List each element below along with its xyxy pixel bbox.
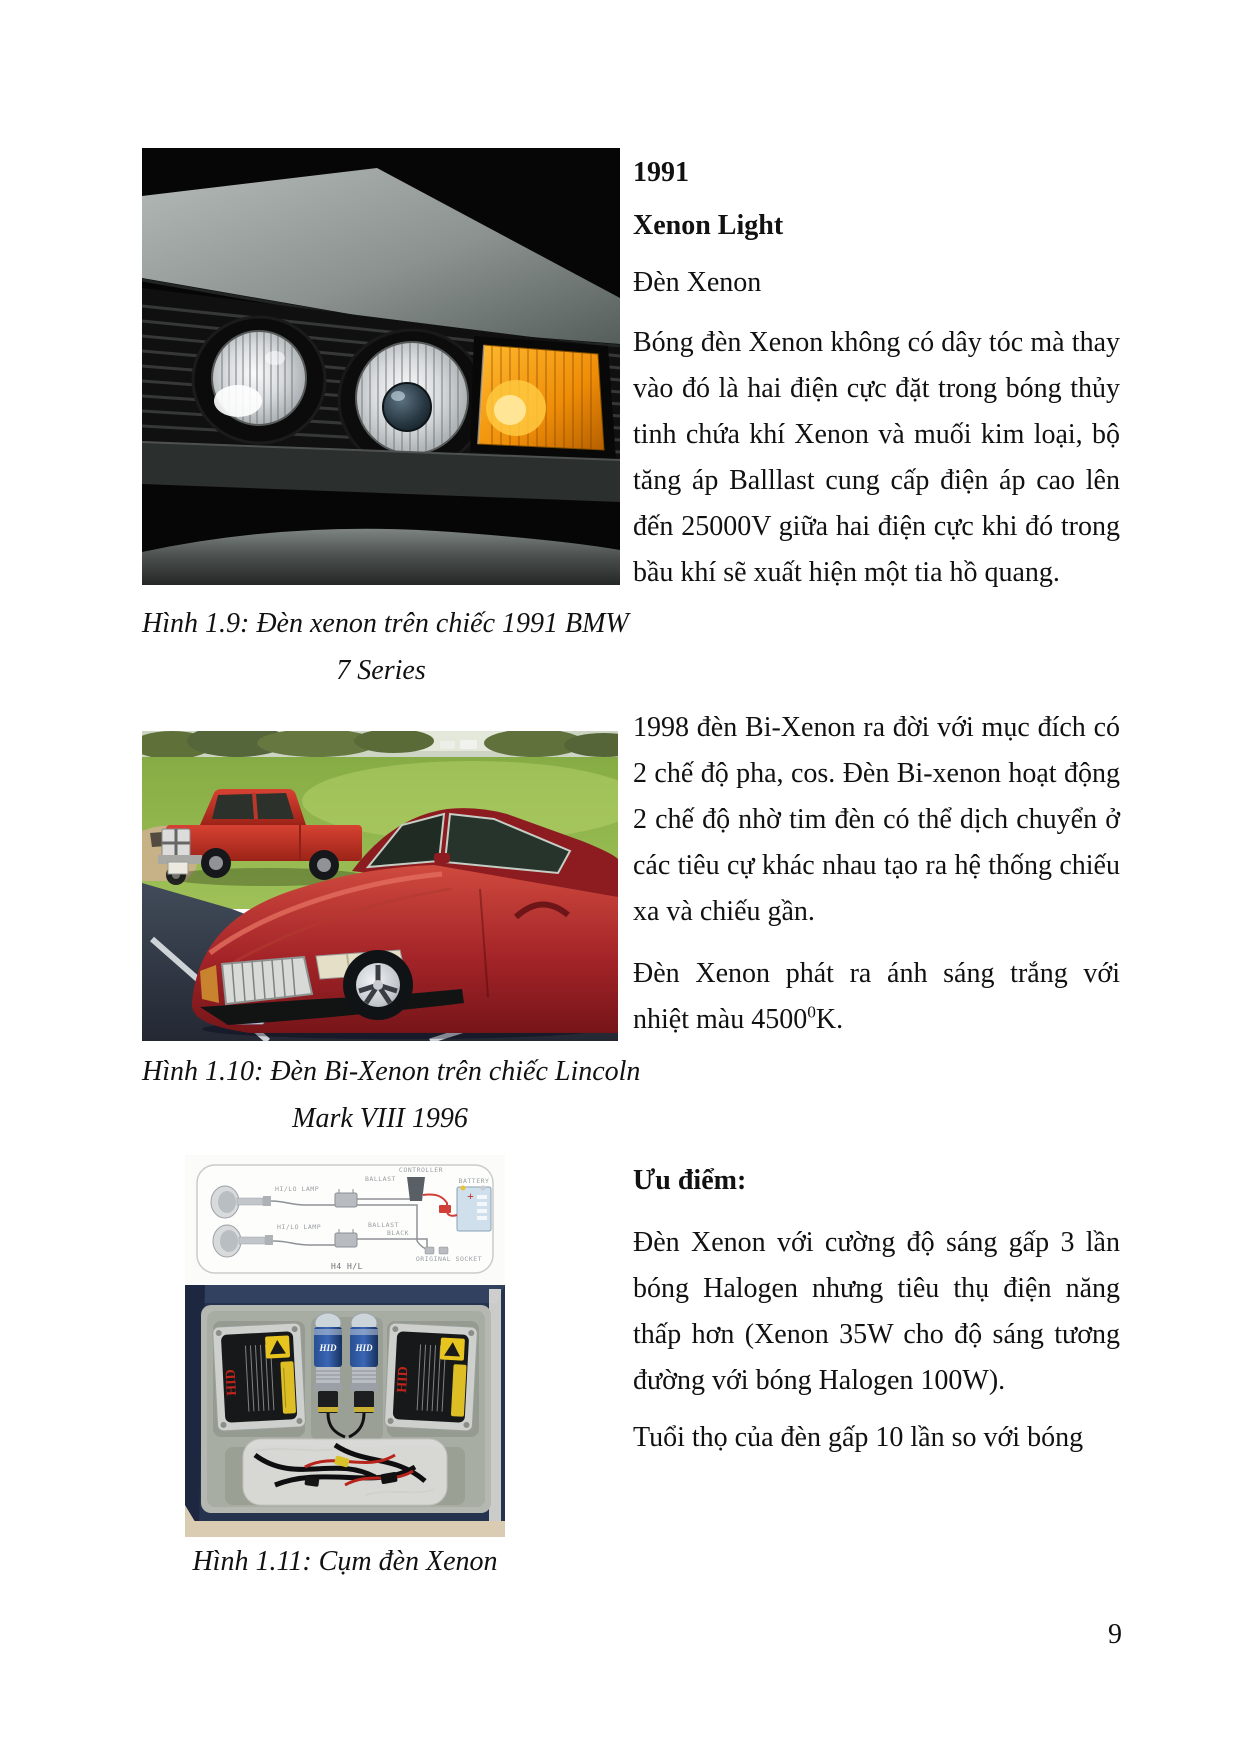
ballast-right-hid-label: HID: [395, 1365, 412, 1394]
controller-icon: [407, 1177, 425, 1201]
label-controller: CONTROLLER: [398, 1166, 444, 1174]
label-black: BLACK: [387, 1229, 410, 1237]
projector-lens: [383, 383, 431, 431]
wiring-diagram: [197, 1165, 493, 1273]
label-ballast-mid: BALLAST: [368, 1221, 399, 1229]
figure-1-11-caption-line: Hình 1.11: Cụm đèn Xenon: [192, 1546, 498, 1577]
color-temp-superscript: 0: [807, 1002, 816, 1022]
lincoln-front-wheel: [343, 950, 413, 1020]
figure-1-11-image: [185, 1155, 505, 1537]
turn-signal: [470, 336, 616, 460]
kit-box: [185, 1285, 505, 1537]
wire-bag: [243, 1439, 447, 1505]
label-h4: H4 H/L: [331, 1262, 363, 1271]
figure-1-9-caption-line2: 7 Series: [336, 655, 426, 686]
label-ballast-top: BALLAST: [365, 1175, 396, 1183]
hid-kit-photo: [185, 1155, 505, 1537]
lincoln-photo: [142, 731, 618, 1041]
battery-plus-label: +: [467, 1189, 474, 1203]
ballast-left: [212, 1323, 305, 1431]
fuse-icon: [439, 1205, 451, 1213]
battery-icon: [457, 1186, 491, 1232]
paragraph-bixenon: 1998 đèn Bi-Xenon ra đời với mục đích có 2 chế độ pha, cos. Đèn Bi-xenon hoạt động 2 chế độ nhờ tim đèn có thể dịch chuyển ở các tiêu cự khác nhau tạo ra hệ thống chiếu xa và chiếu gần.: [633, 712, 1120, 927]
figure-1-10-caption-line2: Mark VIII 1996: [292, 1103, 468, 1134]
ballast-left-hid-label: HID: [223, 1368, 241, 1397]
color-temp-text: Đèn Xenon phát ra ánh sáng trắng với nhiệt màu 4500: [633, 958, 1120, 1035]
bmw-headlight-photo: [142, 148, 620, 585]
paragraph-xenon-description: Bóng đèn Xenon không có dây tóc mà thay vào đó là hai điện cực đặt trong bóng thủy tinh chứa khí Xenon và muối kim loại, bộ tăng áp Balllast cung cấp điện áp cao lên đến 25000V giữa hai điện cực khi đó trong bầu khí sẽ xuất hiện một tia hồ quang.: [633, 327, 1120, 588]
figure-1-9-image: [142, 148, 620, 585]
headlight-right: [339, 330, 485, 470]
figure-1-10-image: [142, 731, 618, 1041]
xenon-light-heading: Xenon Light: [633, 210, 784, 241]
figure-1-9-caption-line1: Hình 1.9: Đèn xenon trên chiếc 1991 BMW: [142, 608, 629, 639]
label-original-socket: ORIGINAL SOCKET: [415, 1255, 483, 1263]
paragraph-color-temp: [633, 951, 1120, 1043]
label-battery: BATTERY: [458, 1177, 490, 1185]
advantages-heading: Ưu điểm:: [633, 1165, 747, 1196]
paragraph-brightness: Đèn Xenon với cường độ sáng gấp 3 lần bóng Halogen nhưng tiêu thụ điện năng thấp hơn (Xenon 35W cho độ sáng tương đường với bóng Halogen 100W).: [633, 1227, 1120, 1396]
bulb-1-hid-label: HID: [319, 1343, 337, 1353]
bulb-2-hid-label: HID: [355, 1343, 373, 1353]
color-temp-unit: K.: [815, 1004, 844, 1035]
year-heading: 1991: [633, 157, 689, 188]
paragraph-lifespan: Tuổi thọ của đèn gấp 10 lần so với bóng: [633, 1422, 1084, 1453]
ballast-right: [384, 1323, 477, 1431]
label-lamp-bottom: HI/LO LAMP: [277, 1223, 322, 1231]
lincoln-corner-lamp: [200, 965, 219, 1003]
den-xenon-subheading: Đèn Xenon: [633, 267, 762, 298]
figure-1-9-caption: [142, 600, 629, 694]
page-number: 9: [1108, 1619, 1122, 1650]
figure-1-10-caption-line1: Hình 1.10: Đèn Bi-Xenon trên chiếc Lincoln: [142, 1056, 641, 1087]
figure-1-11-caption: [185, 1538, 505, 1585]
table-surface: [185, 1521, 505, 1537]
label-lamp-top: HI/LO LAMP: [275, 1185, 320, 1193]
headlight-left: [193, 317, 325, 443]
figure-1-10-caption: [142, 1048, 641, 1142]
